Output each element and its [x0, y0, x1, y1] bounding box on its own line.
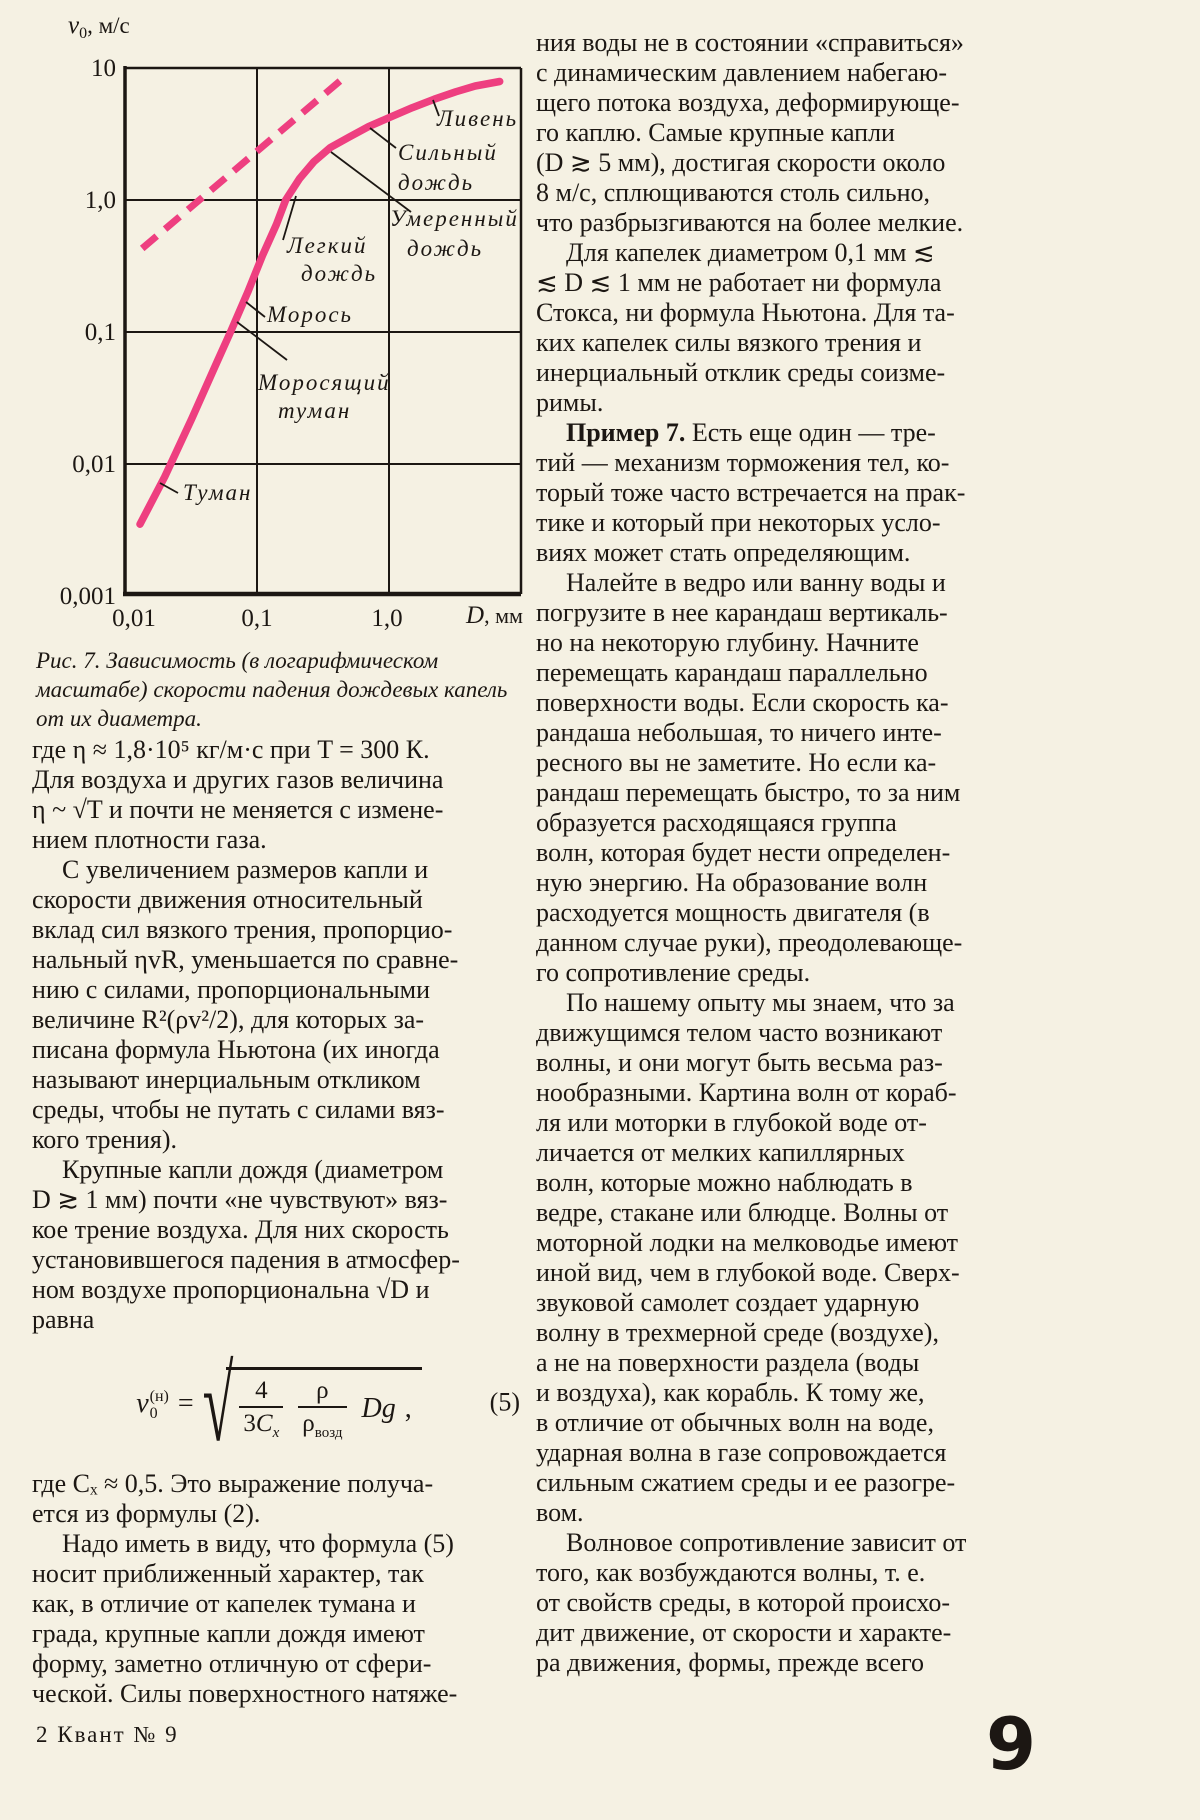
y-tick-label: 10: [91, 55, 116, 82]
region-label: Легкий: [287, 233, 368, 258]
region-label: Туман: [183, 480, 253, 505]
x-tick-label: 1,0: [371, 605, 403, 632]
page-number: 9: [986, 1702, 1037, 1786]
paragraph: где Cₓ ≈ 0,5. Это выражение получа- ется из формулы (2).: [32, 1469, 434, 1528]
variables-Dg: Dg: [361, 1392, 396, 1424]
region-label: туман: [278, 398, 352, 423]
left-column: [32, 735, 526, 1709]
x-tick-label: 0,01: [112, 605, 156, 632]
y-tick-label: 0,001: [59, 583, 116, 610]
paragraph: Налейте в ведро или ванну воды и погрузите в нее карандаш вертикаль- но на некоторую глубину. Начните перемещать карандаш параллельно поверхности воды. Если скорость ка- рандаша небольшая, то ничего инте- ресного вы не заметите. Но если ка- рандаш перемещать быстро, то за ним образуется расходящаяся группа волн, которая будет нести определен- ную энергию. На образование волн расходуется мощность двигателя (в данном случае руки), преодолевающе- го сопротивление среды.: [536, 568, 963, 987]
paragraph: ния воды не в состоянии «справиться» с динамическим давлением набегаю- щего потока воздуха, деформирующе- го каплю. Самые крупные капли (D ≳ 5 мм), достигая скорости около 8 м/с, сплющиваются столь сильно, что разбрызгиваются на более мелкие.: [536, 28, 964, 237]
square-root: √ $\frac{4}{3C_x}$ $\frac{\rho}{\rho_{возд}}$ Dg ,: [203, 1367, 422, 1442]
paragraph: По нашему опыту мы знаем, что за движущимся телом часто возникают волны, и они могут быть весьма раз- нообразными. Картина волн от кораб- ля или моторки в глубокой воде от- личается от мелких капиллярных волн, которые можно наблюдать в ведре, стакане или блюдце. Волны от моторной лодки на мелководье имеют иной вид, чем в глубокой воде. Сверх- звуковой самолет создает ударную волну в трехмерной среде (воздухе), а не на поверхности раздела (воды и воздуха), как корабль. К тому же, в отличие от обычных волн на воде, ударная волна в газе сопровождается сильным сжатием среды и ее разогре- вом.: [536, 988, 960, 1527]
y-tick-label: 1,0: [84, 187, 116, 214]
fraction-1: $\frac{4}{3C_x}$: [239, 1377, 283, 1442]
equation-lhs: [136, 1387, 169, 1421]
figure-7: [30, 0, 530, 640]
equation-5: [32, 1346, 526, 1465]
equation-number: (5): [489, 1387, 520, 1417]
region-label: Морось: [267, 302, 354, 327]
region-label: Моросящий: [258, 370, 391, 395]
y-axis-title: $v_0$, м/с: [68, 12, 130, 42]
fraction-2: $\frac{\rho}{\rho_{возд}}$: [298, 1377, 346, 1442]
region-label: дождь: [407, 236, 484, 261]
subscript-0: 0: [149, 1404, 158, 1422]
region-label: дождь: [301, 261, 378, 286]
right-column: [536, 28, 1030, 1678]
paragraph: где η ≈ 1,8·10⁵ кг/м·с при T = 300 К. Для воздуха и других газов величина η ~ √T и почти не меняется с измене- нием плотности газа.: [32, 735, 444, 854]
paragraph: Надо иметь в виду, что формула (5) носит приближенный характер, так как, в отличие от капелек тумана и града, крупные капли дождя имеют форму, заметно отличную от сфери- ческой. Силы поверхностного натяже-: [32, 1529, 458, 1708]
y-tick-label: 0,1: [84, 319, 116, 346]
figure-caption: Рис. 7. Зависимость (в логарифмическом масштабе) скорости падения дождевых капель от их диаметра.: [36, 648, 508, 731]
region-label: дождь: [398, 170, 475, 195]
label-leader-line: [370, 128, 396, 148]
paragraph: Для капелек диаметром 0,1 мм ≲ ≲ D ≲ 1 мм не работает ни формула Стокса, ни формула Ньютона. Для та- ких капелек силы вязкого трения и инерциальный отклик среды соизме- римы.: [536, 238, 955, 417]
equals-sign: =: [177, 1387, 194, 1419]
example-7-lead: Пример 7.: [566, 418, 686, 447]
variable-v: v: [136, 1387, 149, 1419]
paragraph-example-7: Пример 7. Есть еще один — тре- тий — механизм торможения тел, ко- торый тоже часто встречается на прак- тике и который при некоторых усло- виях может стать определяющим.: [536, 418, 966, 567]
x-axis-title: D, мм: [466, 602, 523, 629]
raindrop-fall-speed-chart: [30, 0, 530, 640]
equation-body: [136, 1346, 422, 1465]
label-leader-line: [237, 322, 287, 360]
region-label: Ливень: [437, 106, 519, 131]
superscript-n: (н): [149, 1388, 169, 1406]
y-tick-label: 0,01: [72, 451, 116, 478]
paragraph: С увеличением размеров капли и скорости движения относительный вклад сил вязкого трения, пропорцио- нальный ηvR, уменьшается по сравне- нию с силами, пропорциональными величине R²(ρv²/2), для которых за- писана формула Ньютона (их иногда называют инерциальным откликом среды, чтобы не путать с силами вяз- кого трения).: [32, 855, 459, 1154]
paragraph: Крупные капли дождя (диаметром D ≳ 1 мм) почти «не чувствуют» вяз- кое трение воздуха. Для них скорость установившегося падения в атмосфер- ном воздухе пропорциональна √D и равна: [32, 1155, 460, 1334]
footer-imprint: 2 Квант № 9: [36, 1722, 179, 1747]
label-leader-line: [246, 302, 265, 317]
paragraph: Волновое сопротивление зависит от того, как возбуждаются волны, т. е. от свойств среды, в которой происхо- дит движение, от скорости и характе- ра движения, формы, прежде всего: [536, 1528, 967, 1677]
region-label: Умеренный: [390, 206, 519, 231]
region-label: Сильный: [398, 140, 498, 165]
x-tick-label: 0,1: [241, 605, 273, 632]
